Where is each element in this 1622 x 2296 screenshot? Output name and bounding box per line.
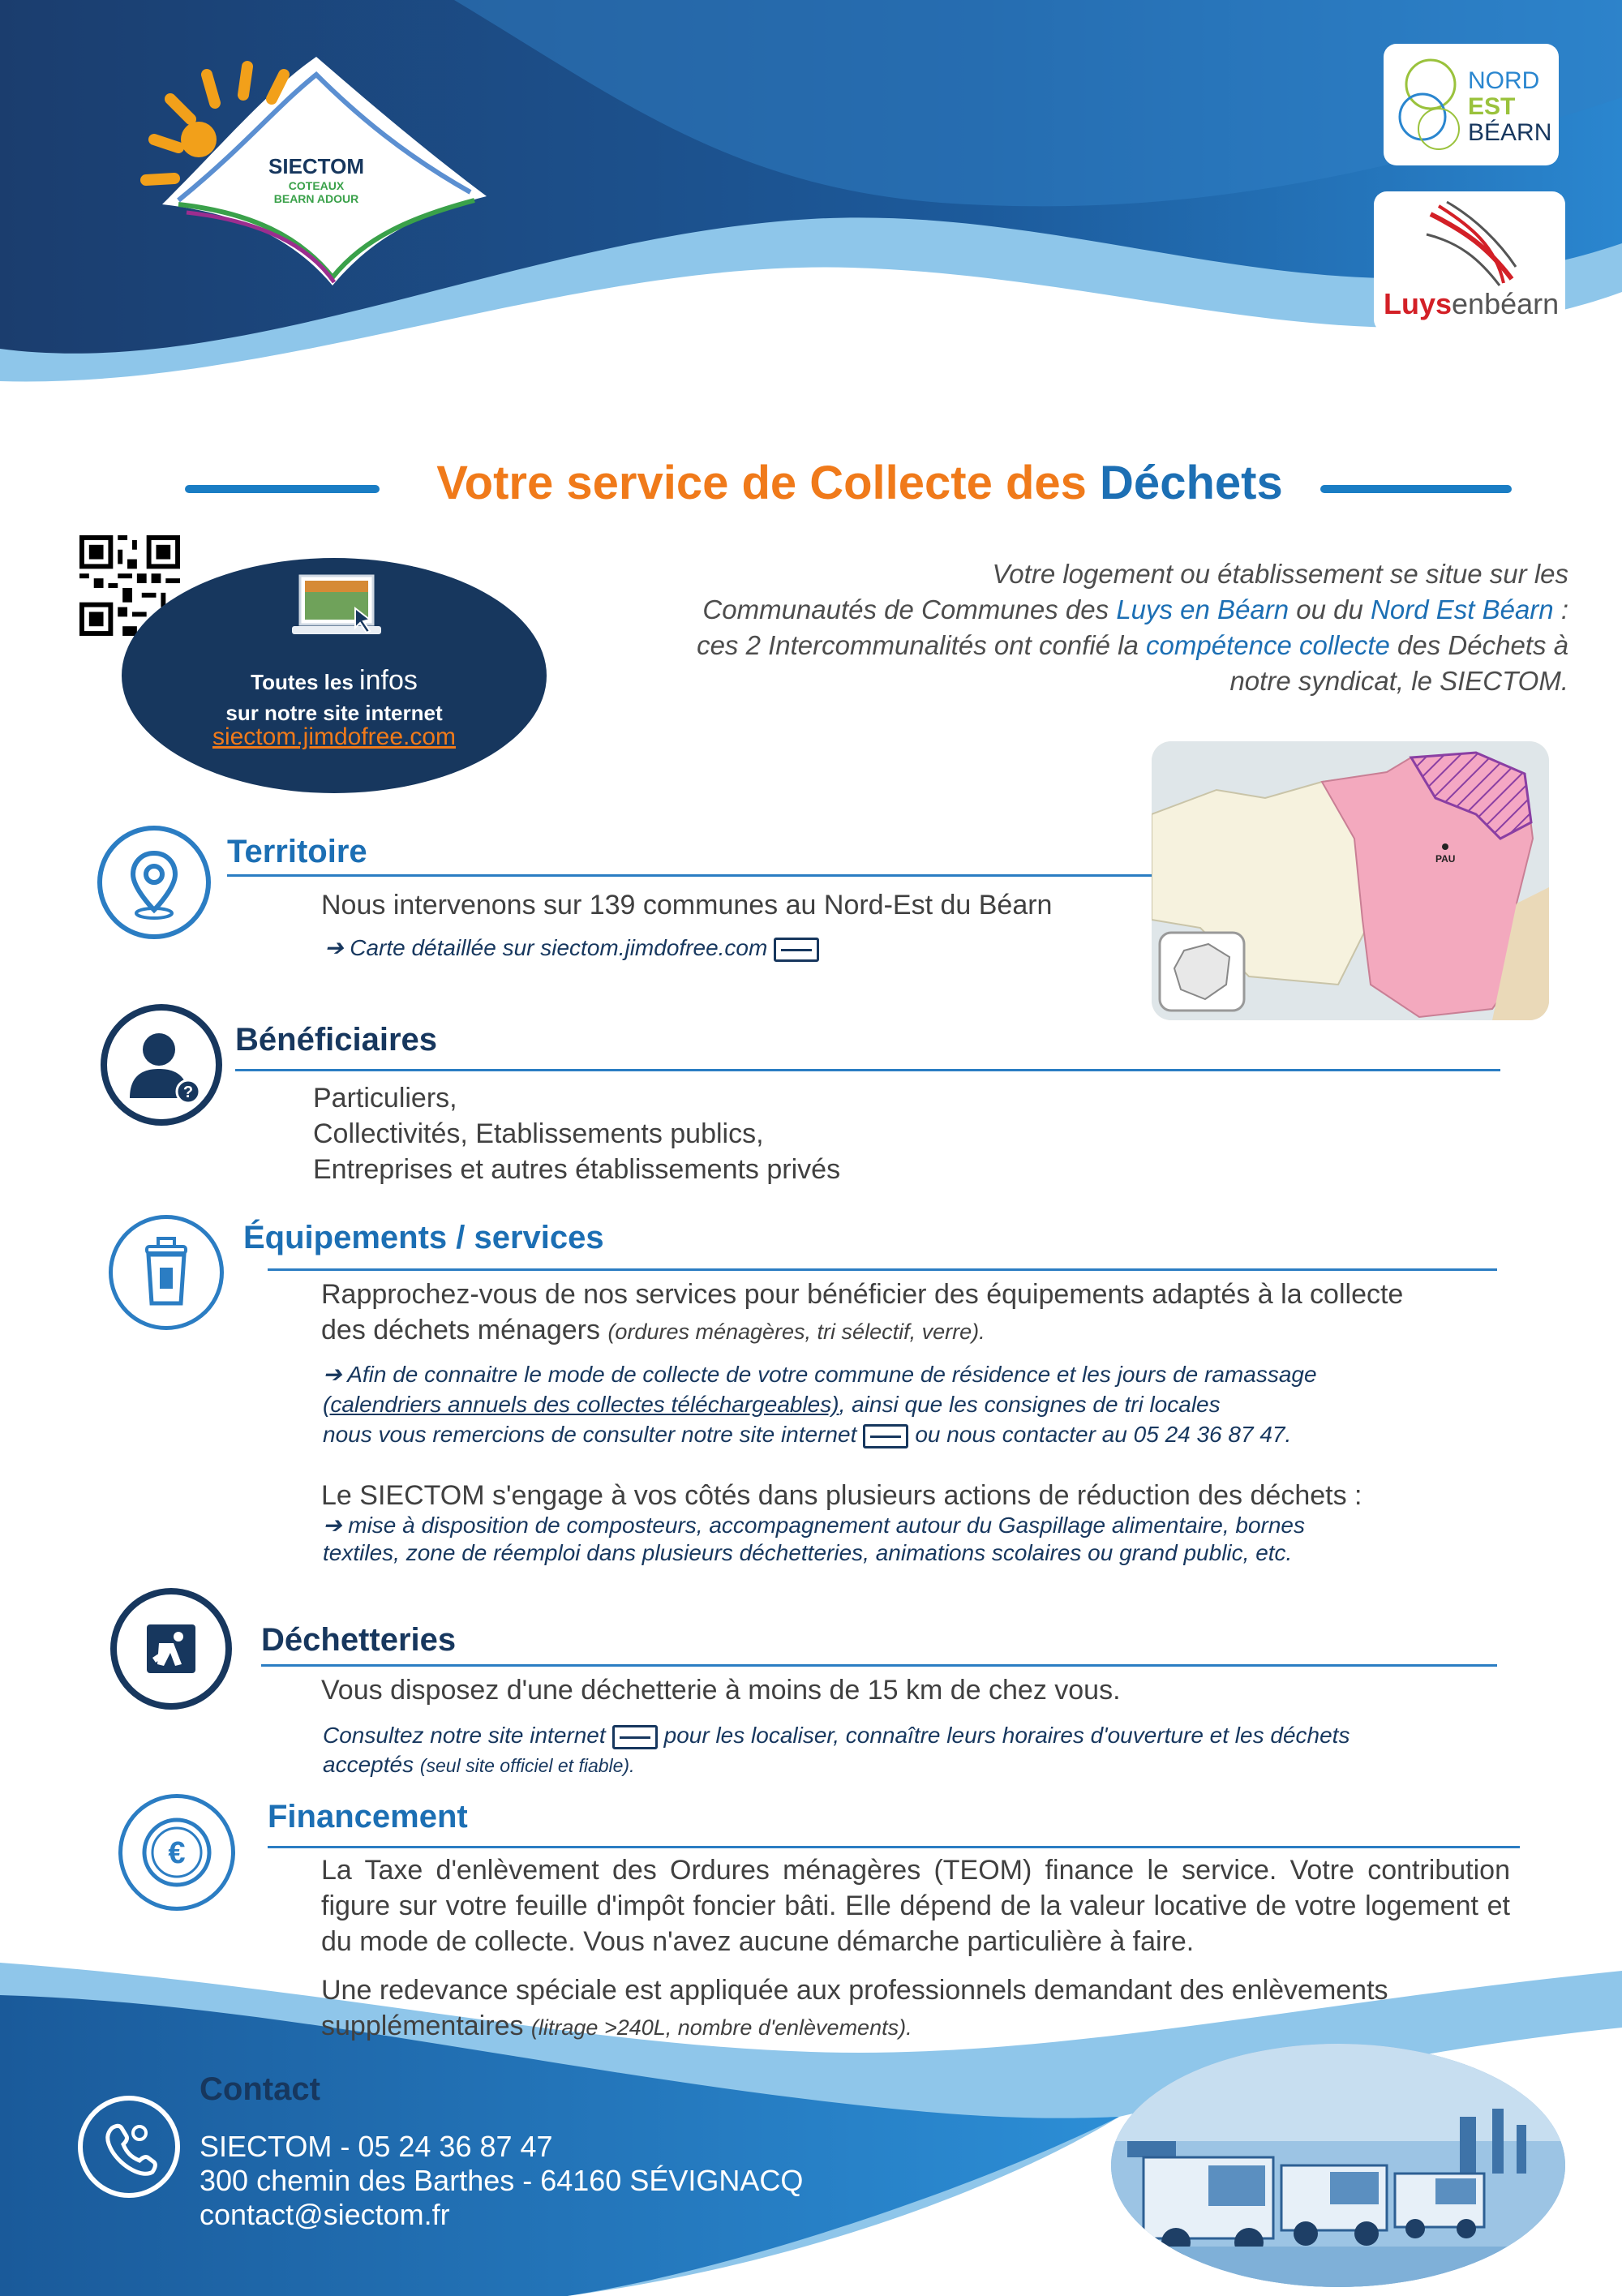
website-link[interactable]: siectom.jimdofree.com (212, 723, 457, 750)
financement-para2-line1: Une redevance spéciale est appliquée aux professionnels demandant des enlèvements (321, 1975, 1388, 2006)
dechetteries-note (323, 1721, 1523, 1780)
intro-line3-end: des Déchets à (1389, 630, 1568, 660)
financement-para2 (321, 1972, 1521, 2045)
intro-line2-text: Communautés de Communes des (702, 594, 1117, 624)
info-bubble-line1 (146, 665, 522, 697)
equipements-line1: Rapprochez-vous de nos services pour bénéficier des équipements adaptés à la collecte (321, 1279, 1404, 1310)
siectom-logo-sub2: BEARN ADOUR (273, 192, 359, 205)
engagement-note (323, 1512, 1523, 1567)
title-left-line (185, 485, 380, 493)
nord-est-bearn-line1: NORD (1468, 67, 1540, 94)
equipements-line2-text: des déchets ménagers (321, 1315, 608, 1345)
laptop-icon (292, 568, 381, 649)
section-territoire-line (227, 874, 1152, 877)
dechetteries-note2-text: acceptés (323, 1752, 420, 1777)
nord-est-bearn-emblem (1390, 52, 1471, 157)
nord-est-bearn-line3: BÉARN (1468, 119, 1552, 146)
contact-title: Contact (200, 2071, 320, 2107)
luys-logo-part1: Luys (1384, 287, 1453, 320)
intro-line3 (568, 628, 1568, 663)
title-part1: Votre service de Collecte des (436, 457, 1101, 509)
user-question-icon (101, 1004, 222, 1126)
equipements-note1: ➔ Afin de connaitre le mode de collecte de votre commune de résidence et les jours de ramassage (323, 1362, 1317, 1387)
svg-text:€: € (168, 1836, 186, 1870)
info-bubble-line2: sur notre site internet (225, 701, 443, 725)
equipements-line2-small: (ordures ménagères, tri sélectif, verre). (607, 1320, 985, 1344)
territoire-text: Nous intervenons sur 139 communes au Nord-Est du Béarn (321, 890, 1053, 921)
intro-line3-text: ces 2 Intercommunalités ont confié la (697, 630, 1147, 660)
dechetteries-text: Vous disposez d'une déchetterie à moins de 15 km de chez vous. (321, 1675, 1121, 1706)
location-pin-icon (97, 826, 211, 939)
intro-line2 (568, 592, 1568, 628)
map-city-label: PAU (1435, 853, 1456, 865)
equipements-note2 (323, 1389, 1523, 1419)
contact-phone[interactable]: SIECTOM - 05 24 36 87 47 (200, 2130, 553, 2163)
equipements-note3 (323, 1419, 1523, 1449)
info-bubble-infos: infos (359, 665, 418, 696)
page-title (406, 456, 1314, 510)
trucks-illustration (1111, 2044, 1565, 2287)
equipements-note3-end: ou nous contacter au 05 24 36 87 47. (915, 1422, 1292, 1447)
engagement-note1: ➔ mise à disposition de composteurs, accompagnement autour du Gaspillage alimentaire, bornes (323, 1513, 1305, 1538)
section-equipements-line (268, 1268, 1497, 1271)
website-icon[interactable] (863, 1424, 908, 1448)
intro-nordest-link: Nord Est Béarn (1371, 594, 1554, 624)
section-equipements-title: Équipements / services (243, 1220, 604, 1255)
luys-en-bearn-logo (1374, 191, 1565, 333)
nord-est-bearn-logo (1384, 44, 1559, 165)
euro-coin-icon (118, 1794, 235, 1911)
intro-paragraph (568, 556, 1568, 699)
contact-email[interactable]: contact@siectom.fr (200, 2198, 450, 2231)
financement-para1: La Taxe d'enlèvement des Ordures ménagères (TEOM) finance le service. Votre contribution figure sur votre feuille d'impôt foncier bâti. Elle dépend de la valeur locative de votre logement et du mode de collecte. Vous n'avez aucune démarche particulière à faire. (321, 1855, 1510, 1957)
siectom-logo-sub1: COTEAUX (288, 179, 345, 192)
beneficiaires-line3: Entreprises et autres établissements privés (313, 1154, 841, 1185)
map-drawing (1152, 741, 1549, 1020)
website-icon[interactable] (774, 938, 819, 962)
trash-bin-icon (109, 1215, 224, 1330)
beneficiaires-list (313, 1080, 1286, 1187)
section-territoire-title: Territoire (227, 834, 367, 869)
section-financement-line (268, 1846, 1520, 1848)
equipements-note2-end: , ainsi que les consignes de tri locales (839, 1392, 1221, 1417)
luys-logo-part2: enbéarn (1452, 287, 1560, 320)
intro-line2-end: : (1553, 594, 1568, 624)
dechetterie-icon (110, 1588, 232, 1710)
siectom-logo (130, 42, 495, 285)
main-title-row (185, 456, 1512, 521)
beneficiaires-line1: Particuliers, (313, 1083, 457, 1114)
equipements-text (321, 1277, 1521, 1350)
engagement-text: Le SIECTOM s'engage à vos côtés dans plusieurs actions de réduction des déchets : (321, 1480, 1362, 1511)
equipements-calendriers: (calendriers annuels des collectes téléchargeables) (323, 1392, 839, 1417)
nord-est-bearn-line2: EST (1468, 93, 1516, 120)
intro-line2-mid: ou du (1289, 594, 1371, 624)
website-icon[interactable] (612, 1725, 658, 1749)
luys-emblem (1422, 198, 1520, 287)
intro-luys-link: Luys en Béarn (1116, 594, 1289, 624)
garbage-trucks-photo (1111, 2044, 1565, 2287)
territoire-note (324, 933, 1135, 963)
territory-map (1152, 741, 1549, 1020)
intro-line1: Votre logement ou établissement se situe sur les (992, 559, 1568, 589)
beneficiaires-line2: Collectivités, Etablissements publics, (313, 1118, 764, 1149)
section-dechetteries-line (261, 1664, 1497, 1667)
territoire-note-text: ➔ Carte détaillée sur siectom.jimdofree.com (324, 935, 768, 960)
phone-icon (78, 2096, 180, 2198)
title-right-line (1320, 485, 1512, 493)
dechetteries-note2 (323, 1750, 1523, 1780)
dechetteries-note2-small: (seul site officiel et fiable). (419, 1755, 635, 1776)
engagement-note2: textiles, zone de réemploi dans plusieurs déchetteries, animations scolaires ou grand public, etc. (323, 1540, 1293, 1565)
dechetteries-note1 (323, 1721, 1523, 1750)
contact-address: 300 chemin des Barthes - 64160 SÉVIGNACQ (200, 2164, 804, 2197)
info-bubble-text (146, 665, 522, 728)
info-bubble-text1: Toutes les (251, 670, 360, 694)
intro-line4: notre syndicat, le SIECTOM. (1229, 666, 1568, 696)
section-beneficiaires-line (235, 1069, 1500, 1071)
section-financement-title: Financement (268, 1799, 468, 1835)
svg-text:?: ? (182, 1084, 194, 1101)
section-dechetteries-title: Déchetteries (261, 1622, 457, 1658)
equipements-line2 (321, 1312, 1521, 1350)
financement-para2-line2 (321, 2008, 1521, 2045)
intro-competence: compétence collecte (1146, 630, 1390, 660)
siectom-logo-name: SIECTOM (268, 154, 364, 178)
section-beneficiaires-title: Bénéficiaires (235, 1022, 438, 1058)
dechetteries-note1-end: pour les localiser, connaître leurs horaires d'ouverture et les déchets (663, 1723, 1350, 1748)
equipements-note (323, 1359, 1523, 1449)
financement-para2-small: (litrage >240L, nombre d'enlèvements). (530, 2015, 912, 2040)
dechetteries-note1-text: Consultez notre site internet (323, 1723, 606, 1748)
title-part2: Déchets (1100, 457, 1283, 509)
financement-para2-b: supplémentaires (321, 2011, 531, 2041)
equipements-note3-text: nous vous remercions de consulter notre site internet (323, 1422, 857, 1447)
